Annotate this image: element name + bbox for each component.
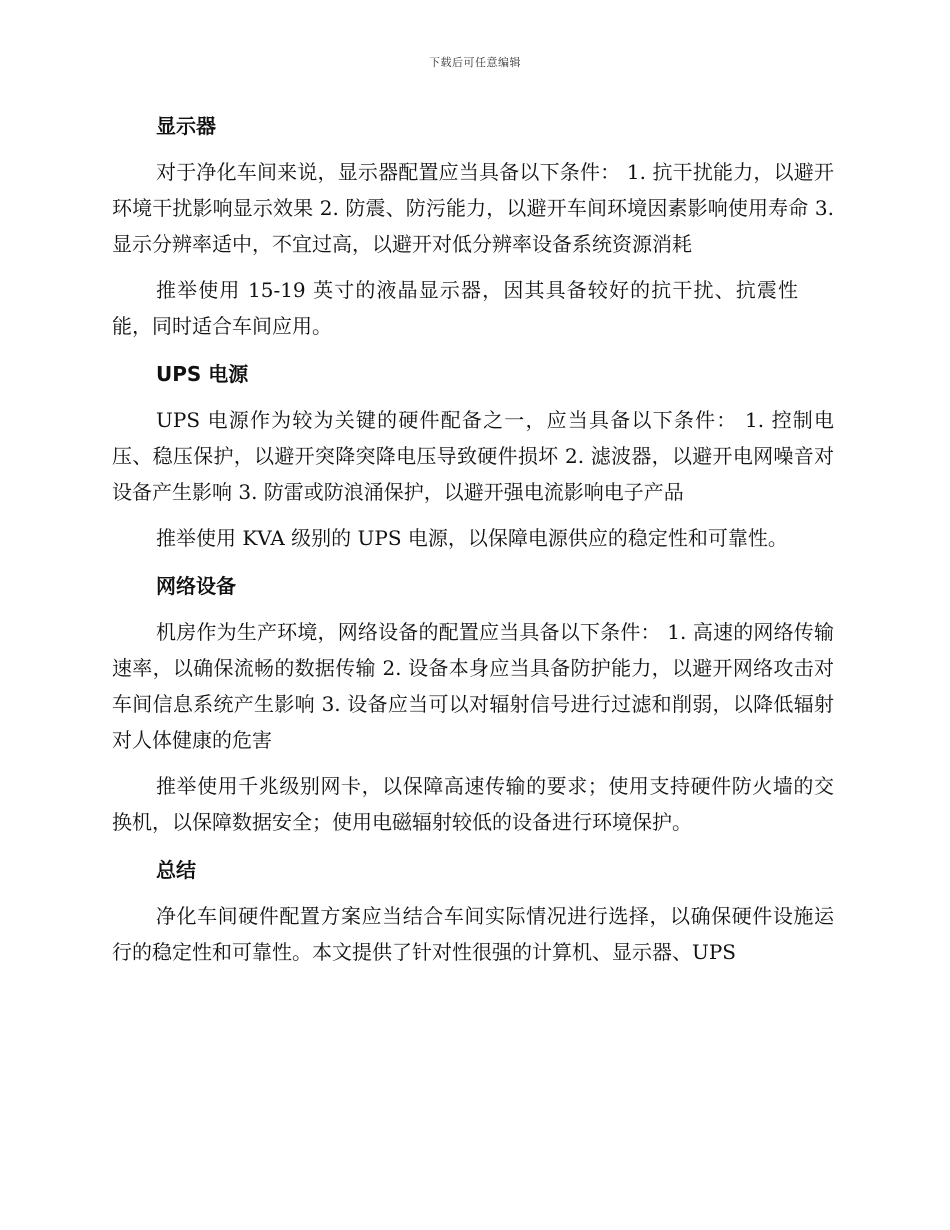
paragraph: UPS 电源作为较为关键的硬件配备之一，应当具备以下条件： 1. 控制电压、稳压保护，以避开突降突降电压导致硬件损坏 2. 滤波器，以避开电网噪音对设备产生影响 3. 防雷或防浪涌保护，以避开强电流影响电子产品	[112, 408, 834, 504]
section-heading: 显示器	[156, 114, 216, 138]
header-note: 下载后可任意编辑	[429, 56, 521, 69]
section-heading: 总结	[156, 858, 196, 882]
section-monitor	[112, 106, 834, 344]
paragraph: 对于净化车间来说，显示器配置应当具备以下条件： 1. 抗干扰能力，以避开环境干扰影响显示效果 2. 防震、防污能力，以避开车间环境因素影响使用寿命 3. 显示分辨率适中，不宜过高，以避开对低分辨率设备系统资源消耗	[112, 160, 834, 256]
section-heading: UPS 电源	[156, 362, 249, 386]
paragraph: 机房作为生产环境，网络设备的配置应当具备以下条件： 1. 高速的网络传输速率，以确保流畅的数据传输 2. 设备本身应当具备防护能力，以避开网络攻击对车间信息系统产生影响 3. 设备应当可以对辐射信号进行过滤和削弱，以降低辐射对人体健康的危害	[112, 620, 834, 752]
paragraph: 推举使用 15-19 英寸的液晶显示器，因其具备较好的抗干扰、抗震性能，同时适合车间应用。	[112, 278, 798, 338]
paragraph: 推举使用千兆级别网卡，以保障高速传输的要求；使用支持硬件防火墙的交换机，以保障数据安全；使用电磁辐射较低的设备进行环境保护。	[112, 774, 834, 834]
document-body	[112, 106, 834, 980]
section-heading: 网络设备	[156, 574, 236, 598]
section-summary	[112, 850, 834, 970]
section-ups	[112, 354, 834, 556]
paragraph: 推举使用 KVA 级别的 UPS 电源，以保障电源供应的稳定性和可靠性。	[156, 526, 788, 550]
paragraph: 净化车间硬件配置方案应当结合车间实际情况进行选择，以确保硬件设施运行的稳定性和可靠性。本文提供了针对性很强的计算机、显示器、UPS	[112, 904, 834, 964]
section-network	[112, 566, 834, 840]
